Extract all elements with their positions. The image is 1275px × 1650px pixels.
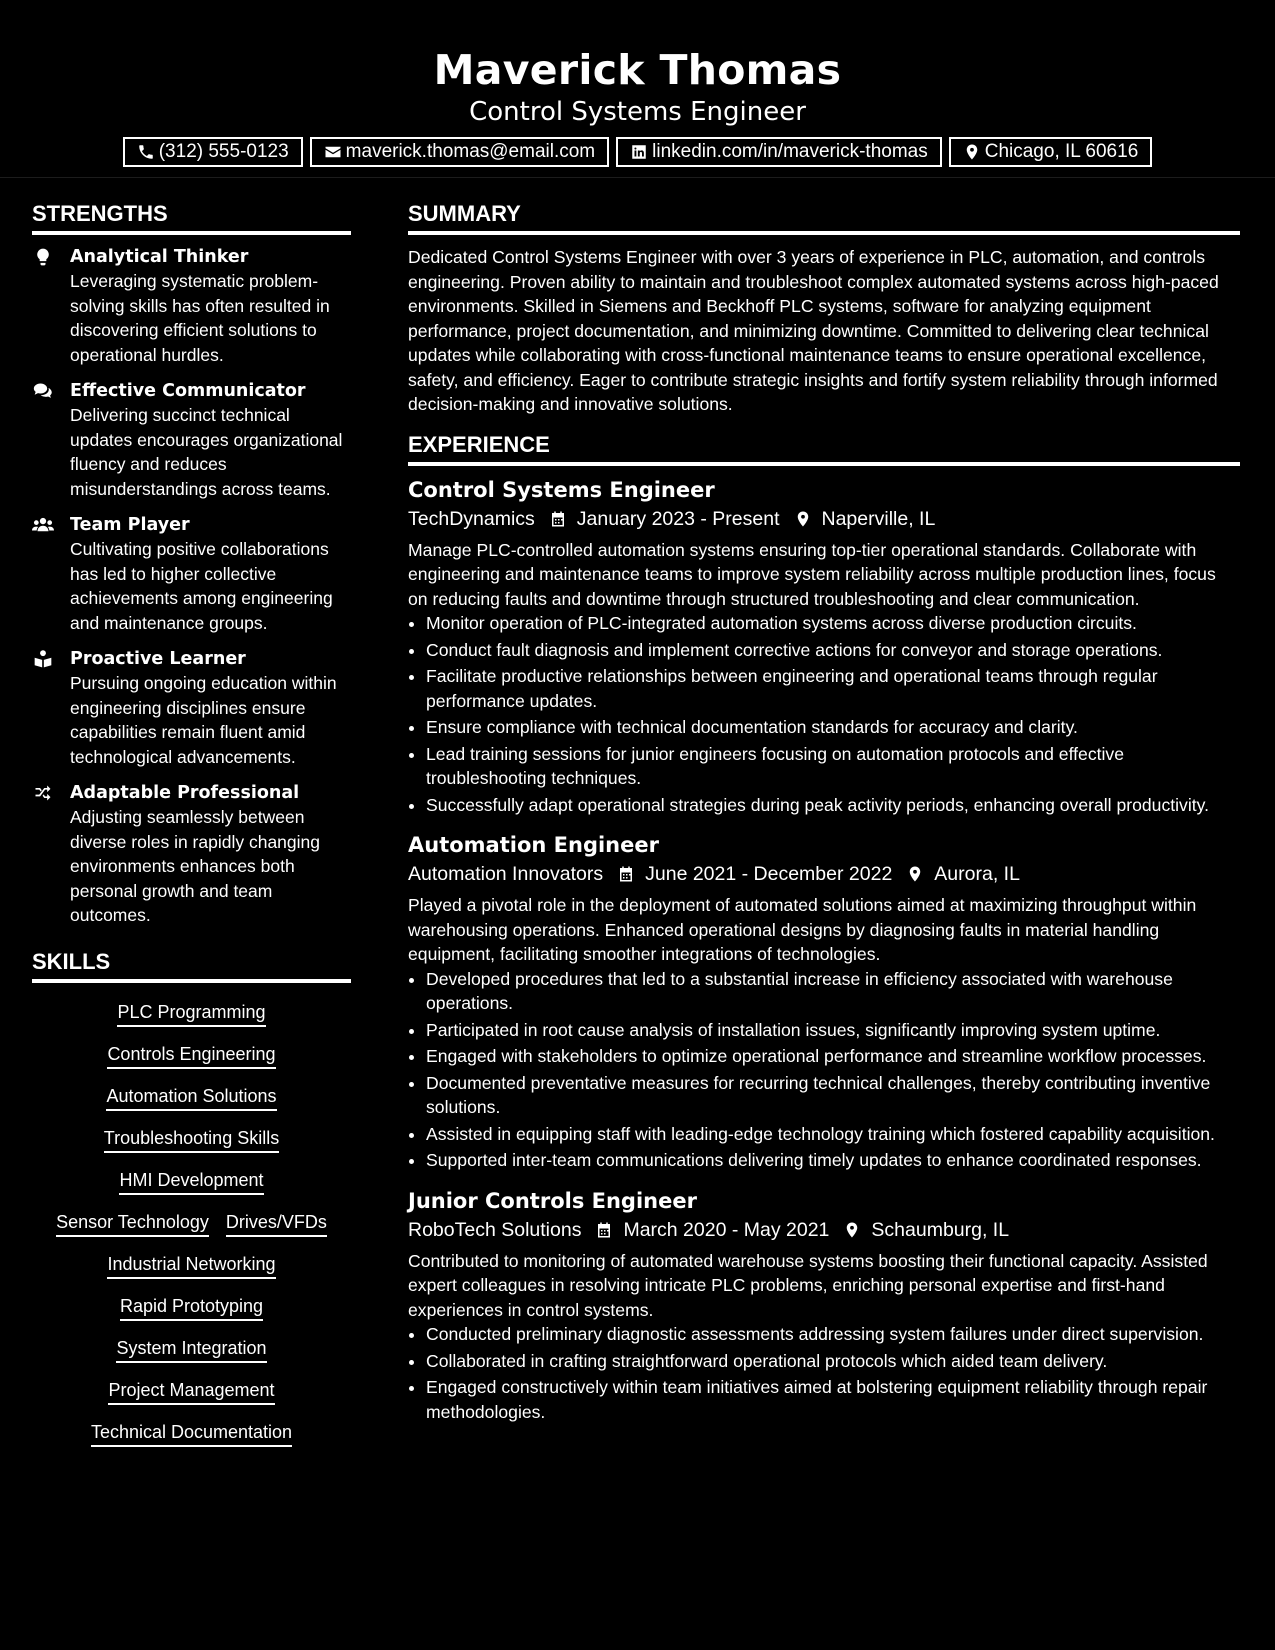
phone-icon — [137, 143, 155, 161]
list-item: • Lead training sessions for junior engineers focusing on automation protocols and effective troubleshooting techniques. — [426, 742, 1240, 791]
skill-tag: PLC Programming — [32, 999, 351, 1027]
list-item: • Supported inter-team communications delivering timely updates to enhance coordinated responses. — [426, 1148, 1240, 1173]
job-description: Contributed to monitoring of automated warehouse systems boosting their functional capacity. Assisted expert colleagues in resolving intricate PLC problems, enriching personal expertise and first-hand experiences in control systems. — [408, 1250, 1208, 1320]
shuffle-icon — [32, 783, 54, 803]
strength-title: Team Player — [70, 515, 190, 535]
strength-text: Cultivating positive collaborations has led to higher collective achievements among engineering and maintenance groups. — [70, 539, 333, 633]
job-description: Manage PLC-controlled automation systems ensuring top-tier operational standards. Collaborate with engineering and maintenance teams to improve system reliability across multiple production lines, focus on reducing faults and downtime through structured troubleshooting and clear communication. — [408, 539, 1216, 609]
list-item: • Engaged constructively within team initiatives aimed at bolstering equipment reliability through repair methodologies. — [426, 1375, 1240, 1424]
skill-tag: Drives/VFDs — [226, 1209, 327, 1237]
right-column — [408, 200, 1240, 1438]
strength-title: Adaptable Professional — [70, 783, 300, 803]
calendar-icon — [549, 509, 567, 529]
job-bullets — [408, 611, 1240, 817]
list-item: • Engaged with stakeholders to optimize operational performance and streamline workflow processes. — [426, 1044, 1240, 1069]
summary-text: Dedicated Control Systems Engineer with over 3 years of experience in PLC, automation, and controls engineering. Proven ability to maintain and troubleshoot complex automated systems across high-paced environments. Skilled in Siemens and Beckhoff PLC systems, software for analyzing equipment performance, project documentation, and minimizing downtime. Committed to delivering clear technical updates while collaborating with cross-functional maintenance teams to ensure operational excellence, safety, and efficiency. Eager to contribute strategic insights and fortify system reliability through informed decision-making and innovative solutions. — [408, 247, 1219, 414]
lightbulb-icon — [32, 247, 54, 267]
skills-list — [32, 993, 351, 1447]
contact-email[interactable] — [310, 137, 609, 167]
strength-text: Delivering succinct technical updates encourages organizational fluency and reduces misunderstandings across teams. — [70, 405, 343, 499]
contact-location[interactable] — [949, 137, 1153, 167]
job-dates: March 2020 - May 2021 — [623, 1218, 830, 1241]
job-dates: January 2023 - Present — [576, 507, 780, 530]
job-title: Automation Engineer — [408, 833, 659, 857]
map-pin-icon — [963, 143, 981, 161]
strength-item — [32, 245, 351, 367]
map-pin-icon — [843, 1220, 861, 1240]
list-item: • Ensure compliance with technical documentation standards for accuracy and clarity. — [426, 715, 1240, 740]
job-bullets — [408, 1322, 1240, 1424]
list-item: • Conducted preliminary diagnostic assessments addressing system failures under direct supervision. — [426, 1322, 1240, 1347]
contact-linkedin[interactable] — [616, 137, 942, 167]
job-company: RoboTech Solutions — [408, 1218, 582, 1241]
experience-heading: EXPERIENCE — [408, 431, 1240, 466]
left-column — [32, 200, 351, 1447]
job-meta — [408, 859, 1240, 889]
contact-email-text: maverick.thomas@email.com — [345, 141, 596, 162]
skill-tag: Sensor Technology — [56, 1209, 209, 1237]
map-pin-icon — [794, 509, 812, 529]
skill-tag: Rapid Prototyping — [32, 1293, 351, 1321]
job-location: Aurora, IL — [934, 863, 1020, 885]
job-location: Schaumburg, IL — [871, 1218, 1010, 1241]
strength-title: Proactive Learner — [70, 649, 246, 669]
job-entry — [408, 831, 1240, 1173]
skill-tag: Controls Engineering — [32, 1041, 351, 1069]
summary-heading: SUMMARY — [408, 200, 1240, 235]
linkedin-icon — [630, 143, 648, 161]
job-description: Played a pivotal role in the deployment of automated solutions aimed at maximizing throughput within warehousing operations. Enhanced operational designs by diagnosing faults in material handling equipment, facilitating smoother integrations of technologies. — [408, 895, 1197, 964]
job-meta — [408, 1215, 1240, 1245]
job-title: Junior Controls Engineer — [408, 1188, 697, 1213]
skill-tag: Troubleshooting Skills — [32, 1125, 351, 1153]
list-item: • Assisted in equipping staff with leading-edge technology training which fostered capability acquisition. — [426, 1122, 1240, 1147]
skill-tag: HMI Development — [32, 1167, 351, 1195]
strength-text: Adjusting seamlessly between diverse roles in rapidly changing environments enhances both personal growth and team outcomes. — [70, 807, 320, 925]
resume-header — [0, 0, 1275, 178]
strength-item — [32, 513, 351, 635]
job-title: Control Systems Engineer — [408, 477, 715, 502]
job-company: TechDynamics — [408, 507, 535, 530]
book-reader-icon — [32, 649, 54, 669]
skill-tag: Industrial Networking — [32, 1251, 351, 1279]
strength-text: Leveraging systematic problem-solving skills has often resulted in discovering efficient solutions to operational hurdles. — [70, 271, 330, 365]
strength-item — [32, 781, 351, 928]
skill-tag: Automation Solutions — [32, 1083, 351, 1111]
strength-title: Effective Communicator — [70, 381, 306, 401]
job-entry — [408, 1187, 1240, 1425]
job-meta — [408, 504, 1240, 534]
list-item: • Developed procedures that led to a substantial increase in efficiency associated with warehouse operations. — [426, 967, 1240, 1016]
list-item: • Documented preventative measures for recurring technical challenges, thereby contributing inventive solutions. — [426, 1071, 1240, 1120]
comments-icon — [32, 381, 54, 401]
envelope-icon — [324, 143, 342, 161]
skill-tag: Technical Documentation — [32, 1419, 351, 1447]
skill-tag: Project Management — [32, 1377, 351, 1405]
list-item: • Successfully adapt operational strategies during peak activity periods, enhancing overall productivity. — [426, 793, 1240, 818]
map-pin-icon — [906, 864, 924, 884]
candidate-name: Maverick Thomas — [433, 46, 842, 94]
strength-title: Analytical Thinker — [70, 247, 249, 267]
skill-tag: System Integration — [32, 1335, 351, 1363]
candidate-role: Control Systems Engineer — [469, 97, 806, 127]
contact-phone-text: (312) 555-0123 — [158, 141, 289, 162]
job-dates: June 2021 - December 2022 — [645, 863, 893, 885]
strength-text: Pursuing ongoing education within engineering disciplines ensure capabilities remain fluent amid technological advancements. — [70, 673, 337, 767]
strength-item — [32, 379, 351, 501]
calendar-icon — [595, 1220, 613, 1240]
list-item: • Collaborated in crafting straightforward operational protocols which aided team delivery. — [426, 1349, 1240, 1374]
job-company: Automation Innovators — [408, 863, 604, 885]
list-item: • Monitor operation of PLC-integrated automation systems across diverse production circuits. — [426, 611, 1240, 636]
strengths-heading: STRENGTHS — [32, 200, 351, 235]
job-location: Naperville, IL — [821, 507, 936, 530]
calendar-icon — [617, 864, 635, 884]
contact-phone[interactable] — [123, 137, 303, 167]
strength-item — [32, 647, 351, 769]
job-bullets — [408, 967, 1240, 1173]
skills-heading: SKILLS — [32, 948, 351, 983]
users-icon — [32, 515, 54, 535]
contact-linkedin-text: linkedin.com/in/maverick-thomas — [652, 141, 928, 162]
job-entry — [408, 476, 1240, 818]
contact-bar — [0, 137, 1275, 167]
list-item: • Facilitate productive relationships between engineering and operational teams through regular performance updates. — [426, 664, 1240, 713]
list-item: • Participated in root cause analysis of installation issues, significantly improving system uptime. — [426, 1018, 1240, 1043]
contact-location-text: Chicago, IL 60616 — [984, 141, 1139, 162]
list-item: • Conduct fault diagnosis and implement corrective actions for conveyor and storage operations. — [426, 638, 1240, 663]
